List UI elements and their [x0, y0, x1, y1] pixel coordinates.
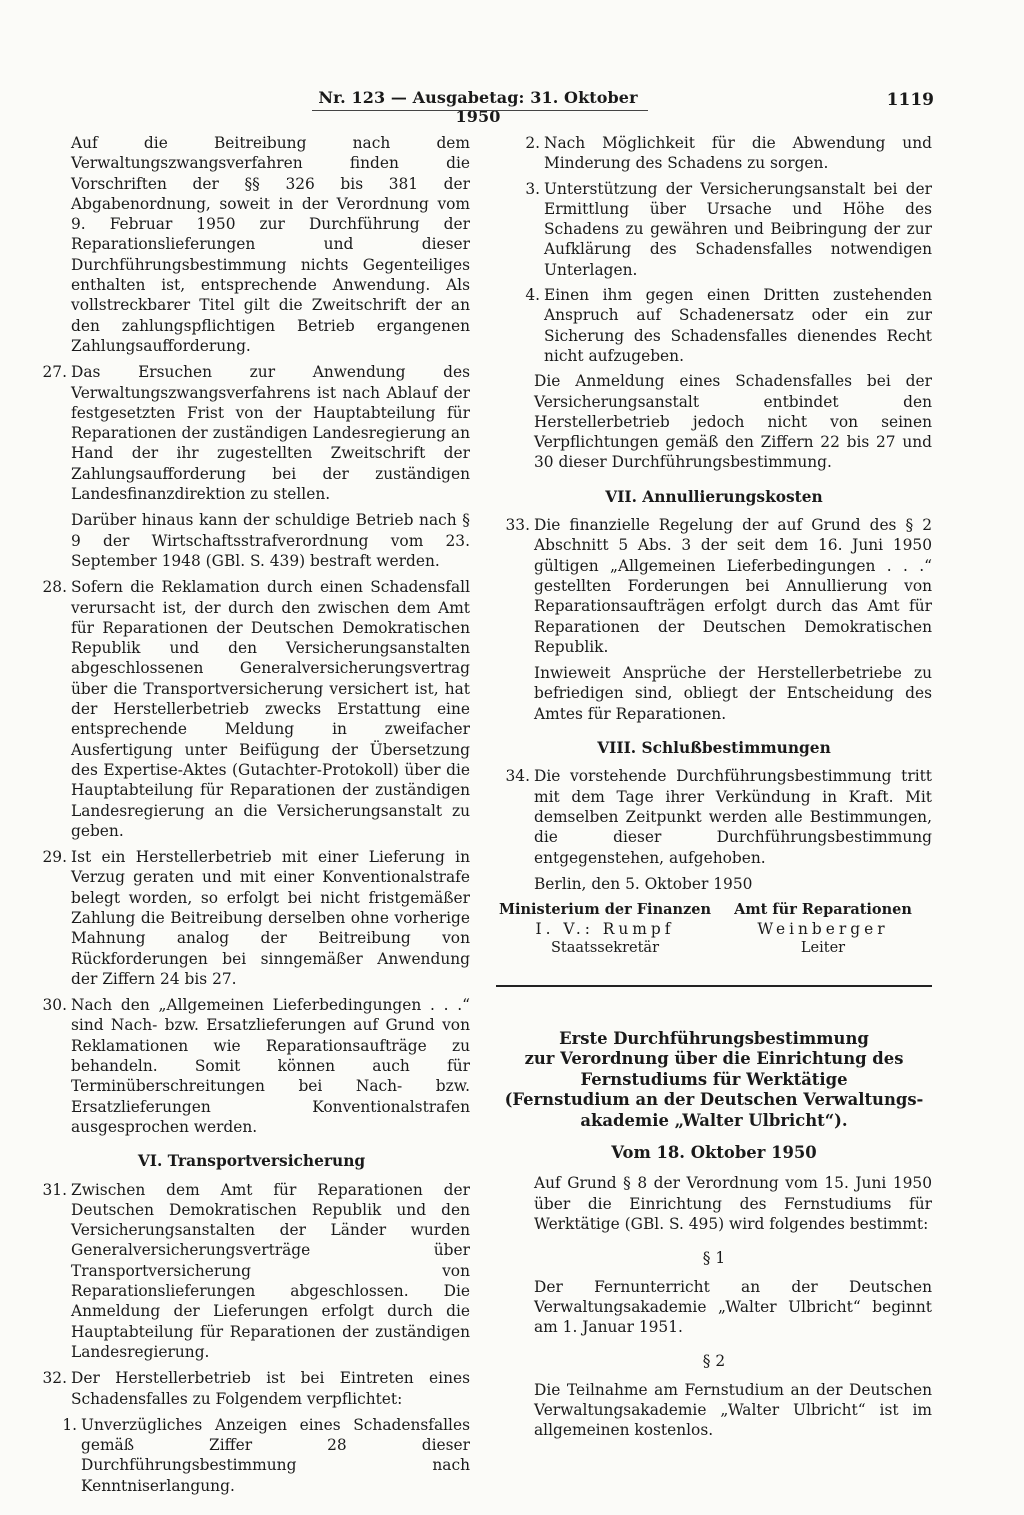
item-29	[33, 847, 470, 989]
sub-item-number: 3.	[525, 179, 540, 198]
sub-item-number: 1.	[62, 1415, 77, 1434]
item-number: 30.	[42, 996, 67, 1015]
sub-item-4	[496, 285, 932, 366]
signature-name: Weinberger	[757, 919, 889, 938]
item-33	[496, 515, 932, 657]
paragraph-27-addendum: Darüber hinaus kann der schuldige Betrieb nach § 9 der Wirtschaftsstrafverordnung vom 23. September 1948 (GBl. S. 439) bestraft werden.	[71, 511, 470, 570]
item-number: 33.	[505, 516, 530, 535]
item-30	[33, 995, 470, 1137]
item-31	[33, 1180, 470, 1363]
sub-item-text: Einen ihm gegen einen Dritten zustehenden Anspruch auf Schadenersatz oder ein zur Sicherung des Schadensfalles dienendes Recht nicht aufzugeben.	[544, 286, 932, 365]
right-column	[496, 133, 932, 1447]
regulation-intro: Auf Grund § 8 der Verordnung vom 15. Juni 1950 über die Einrichtung des Fernstudiums für Werktätige (GBl. S. 495) wird folgendes bestimmt:	[534, 1174, 932, 1233]
left-column	[33, 133, 470, 1501]
title-line: (Fernstudium an der Deutschen Verwaltungs-	[504, 1090, 924, 1110]
paragraph-label-2: § 2	[702, 1352, 726, 1371]
item-34	[496, 766, 932, 867]
paragraph-2-text: Die Teilnahme am Fernstudium an der Deutschen Verwaltungsakademie „Walter Ulbricht“ ist im allgemeinen kostenlos.	[534, 1380, 932, 1440]
page-number: 1119	[886, 90, 934, 110]
regulation-date: Vom 18. Oktober 1950	[611, 1143, 817, 1163]
item-number: 29.	[42, 848, 67, 867]
sub-item-text: Nach Möglichkeit für die Abwendung und Minderung des Schadens zu sorgen.	[544, 134, 932, 173]
paragraph-label-1: § 1	[702, 1249, 726, 1268]
item-28	[33, 577, 470, 841]
title-line: zur Verordnung über die Einrichtung des	[524, 1049, 904, 1069]
place-and-date: Berlin, den 5. Oktober 1950	[534, 874, 753, 893]
signature-block	[496, 900, 932, 959]
sub-item-2	[496, 133, 932, 174]
section-heading-viii: VIII. Schlußbestimmungen	[597, 739, 831, 758]
sub-item-text: Unverzügliches Anzeigen eines Schadensfalles gemäß Ziffer 28 dieser Durchführungsbestimmung nach Kenntniserlangung.	[81, 1415, 470, 1495]
signature-org: Ministerium der Finanzen	[498, 901, 712, 919]
item-number: 28.	[42, 578, 67, 597]
title-line: Erste Durchführungsbestimmung	[559, 1028, 869, 1048]
item-number: 32.	[42, 1369, 67, 1388]
item-text: Ist ein Herstellerbetrieb mit einer Lieferung in Verzug geraten und mit einer Konventionalstrafe belegt worden, so erfolgt bei nicht fristgemäßer Zahlung die Beitreibung derselben ohne vorherige Mahnung analog der Beitreibung von Rückforderungen bei sinngemäßer Anwendung der Ziffern 24 bis 27.	[71, 848, 470, 988]
paragraph-1-text: Der Fernunterricht an der Deutschen Verwaltungsakademie „Walter Ulbricht“ beginnt am 1. Januar 1951.	[534, 1277, 932, 1337]
signature-reparations	[714, 900, 932, 959]
issue-header: Nr. 123 — Ausgabetag: 31. Oktober 1950	[318, 88, 638, 126]
signature-finance	[496, 900, 714, 959]
signature-org: Amt für Reparationen	[734, 901, 912, 919]
sub-item-number: 2.	[525, 134, 540, 152]
title-line: Fernstudiums für Werktätige	[580, 1069, 848, 1089]
header-rule	[312, 110, 648, 111]
item-27	[33, 362, 470, 504]
sub-item-3	[496, 179, 932, 280]
paragraph-26-continuation: Auf die Beitreibung nach dem Verwaltungszwangsverfahren finden die Vorschriften der §§ 326 bis 381 der Abgabenordnung, soweit in der Verordnung vom 9. Februar 1950 zur Durchführung der Reparationslieferungen und dieser Durchführungsbestimmung nichts Gegenteiliges enthalten ist, entsprechende Anwendung. Als vollstreckbarer Titel gilt die Zweitschrift der an den zahlungspflichtigen Betrieb ergangenen Zahlungsaufforderung.	[71, 134, 470, 355]
sub-item-number: 4.	[525, 286, 540, 305]
item-number: 31.	[42, 1180, 67, 1199]
item-number: 27.	[42, 363, 67, 382]
item-text: Zwischen dem Amt für Reparationen der Deutschen Demokratischen Republik und den Versicherungsanstalten der Länder wurden Generalversicherungsverträge über Transportversicherung von Reparationslieferungen abgeschlossen. Die Anmeldung der Lieferungen erfolgt durch die Hauptabteilung für Reparationen der zuständigen Landesregierung.	[71, 1180, 470, 1361]
item-text: Der Herstellerbetrieb ist bei Eintreten eines Schadensfalles zu Folgendem verpflichtet:	[71, 1369, 470, 1408]
item-text: Nach den „Allgemeinen Lieferbedingungen . . .“ sind Nach- bzw. Ersatzlieferungen auf Grund von Reklamationen wie Reparationsaufträge zu behandeln. Somit können auch für Terminüberschreitungen bei Nach- bzw. Ersatzlieferungen Konventionalstrafen ausgesprochen werden.	[71, 996, 470, 1136]
regulation-title	[496, 1029, 932, 1132]
item-text: Die finanzielle Regelung der auf Grund des § 2 Abschnitt 5 Abs. 3 der seit dem 16. Juni 1950 gültigen „Allgemeinen Lieferbedingungen . . .“ gestellten Forderungen bei Annullierung von Reparationsaufträgen erfolgt durch das Amt für Reparationen der Deutschen Demokratischen Republik.	[534, 516, 932, 656]
item-text: Die vorstehende Durchführungsbestimmung tritt mit dem Tage ihrer Verkündung in Kraft. Mit demselben Zeitpunkt werden alle Bestimmungen, die dieser Durchführungsbestimmung entgegenstehen, aufgehoben.	[534, 767, 932, 867]
item-text: Das Ersuchen zur Anwendung des Verwaltungszwangsverfahrens ist nach Ablauf der festgesetzten Frist von der Hauptabteilung für Reparationen der zuständigen Landesregierung an Hand der ihr zugestellten Zweitschrift der Zahlungsaufforderung bei der zuständigen Landesfinanzdirektion zu stellen.	[71, 363, 470, 504]
section-divider	[496, 985, 932, 987]
item-number: 34.	[505, 767, 530, 786]
paragraph-32-closing: Die Anmeldung eines Schadensfalles bei der Versicherungsanstalt entbindet den Herstellerbetrieb jedoch nicht von seinen Verpflichtungen gemäß den Ziffern 22 bis 27 und 30 dieser Durchführungsbestimmung.	[534, 372, 932, 472]
sub-item-text: Unterstützung der Versicherungsanstalt bei der Ermittlung über Ursache und Höhe des Schadens zu gewähren und Beibringung der zur Aufklärung des Schadensfalles notwendigen Unterlagen.	[544, 179, 932, 279]
signature-name: I. V.: Rumpf	[535, 919, 675, 938]
sub-item-1	[33, 1415, 470, 1496]
paragraph-33-addendum: Inwieweit Ansprüche der Herstellerbetriebe zu befriedigen sind, obliegt der Entscheidung des Amtes für Reparationen.	[534, 664, 932, 723]
section-heading-vii: VII. Annullierungskosten	[605, 487, 823, 506]
section-heading-vi: VI. Transportversicherung	[137, 1152, 366, 1171]
title-line: akademie „Walter Ulbricht“).	[580, 1110, 848, 1130]
item-text: Sofern die Reklamation durch einen Schadensfall verursacht ist, der durch den zwischen dem Amt für Reparationen der Deutschen Demokratischen Republik und den Versicherungsanstalten abgeschlossenen Generalversicherungsvertrag über die Transportversicherung versichert ist, hat der Herstellerbetrieb zwecks Erstattung eine entsprechende Meldung in zweifacher Ausfertigung unter Beifügung der Übersetzung des Expertise-Aktes (Gutachter-Protokoll) über die Hauptabteilung für Reparationen der zuständigen Landesregierung an die Versicherungsanstalt zu geben.	[71, 578, 470, 840]
signature-role: Staatssekretär	[550, 940, 660, 957]
signature-role: Leiter	[800, 940, 846, 957]
item-32	[33, 1368, 470, 1409]
